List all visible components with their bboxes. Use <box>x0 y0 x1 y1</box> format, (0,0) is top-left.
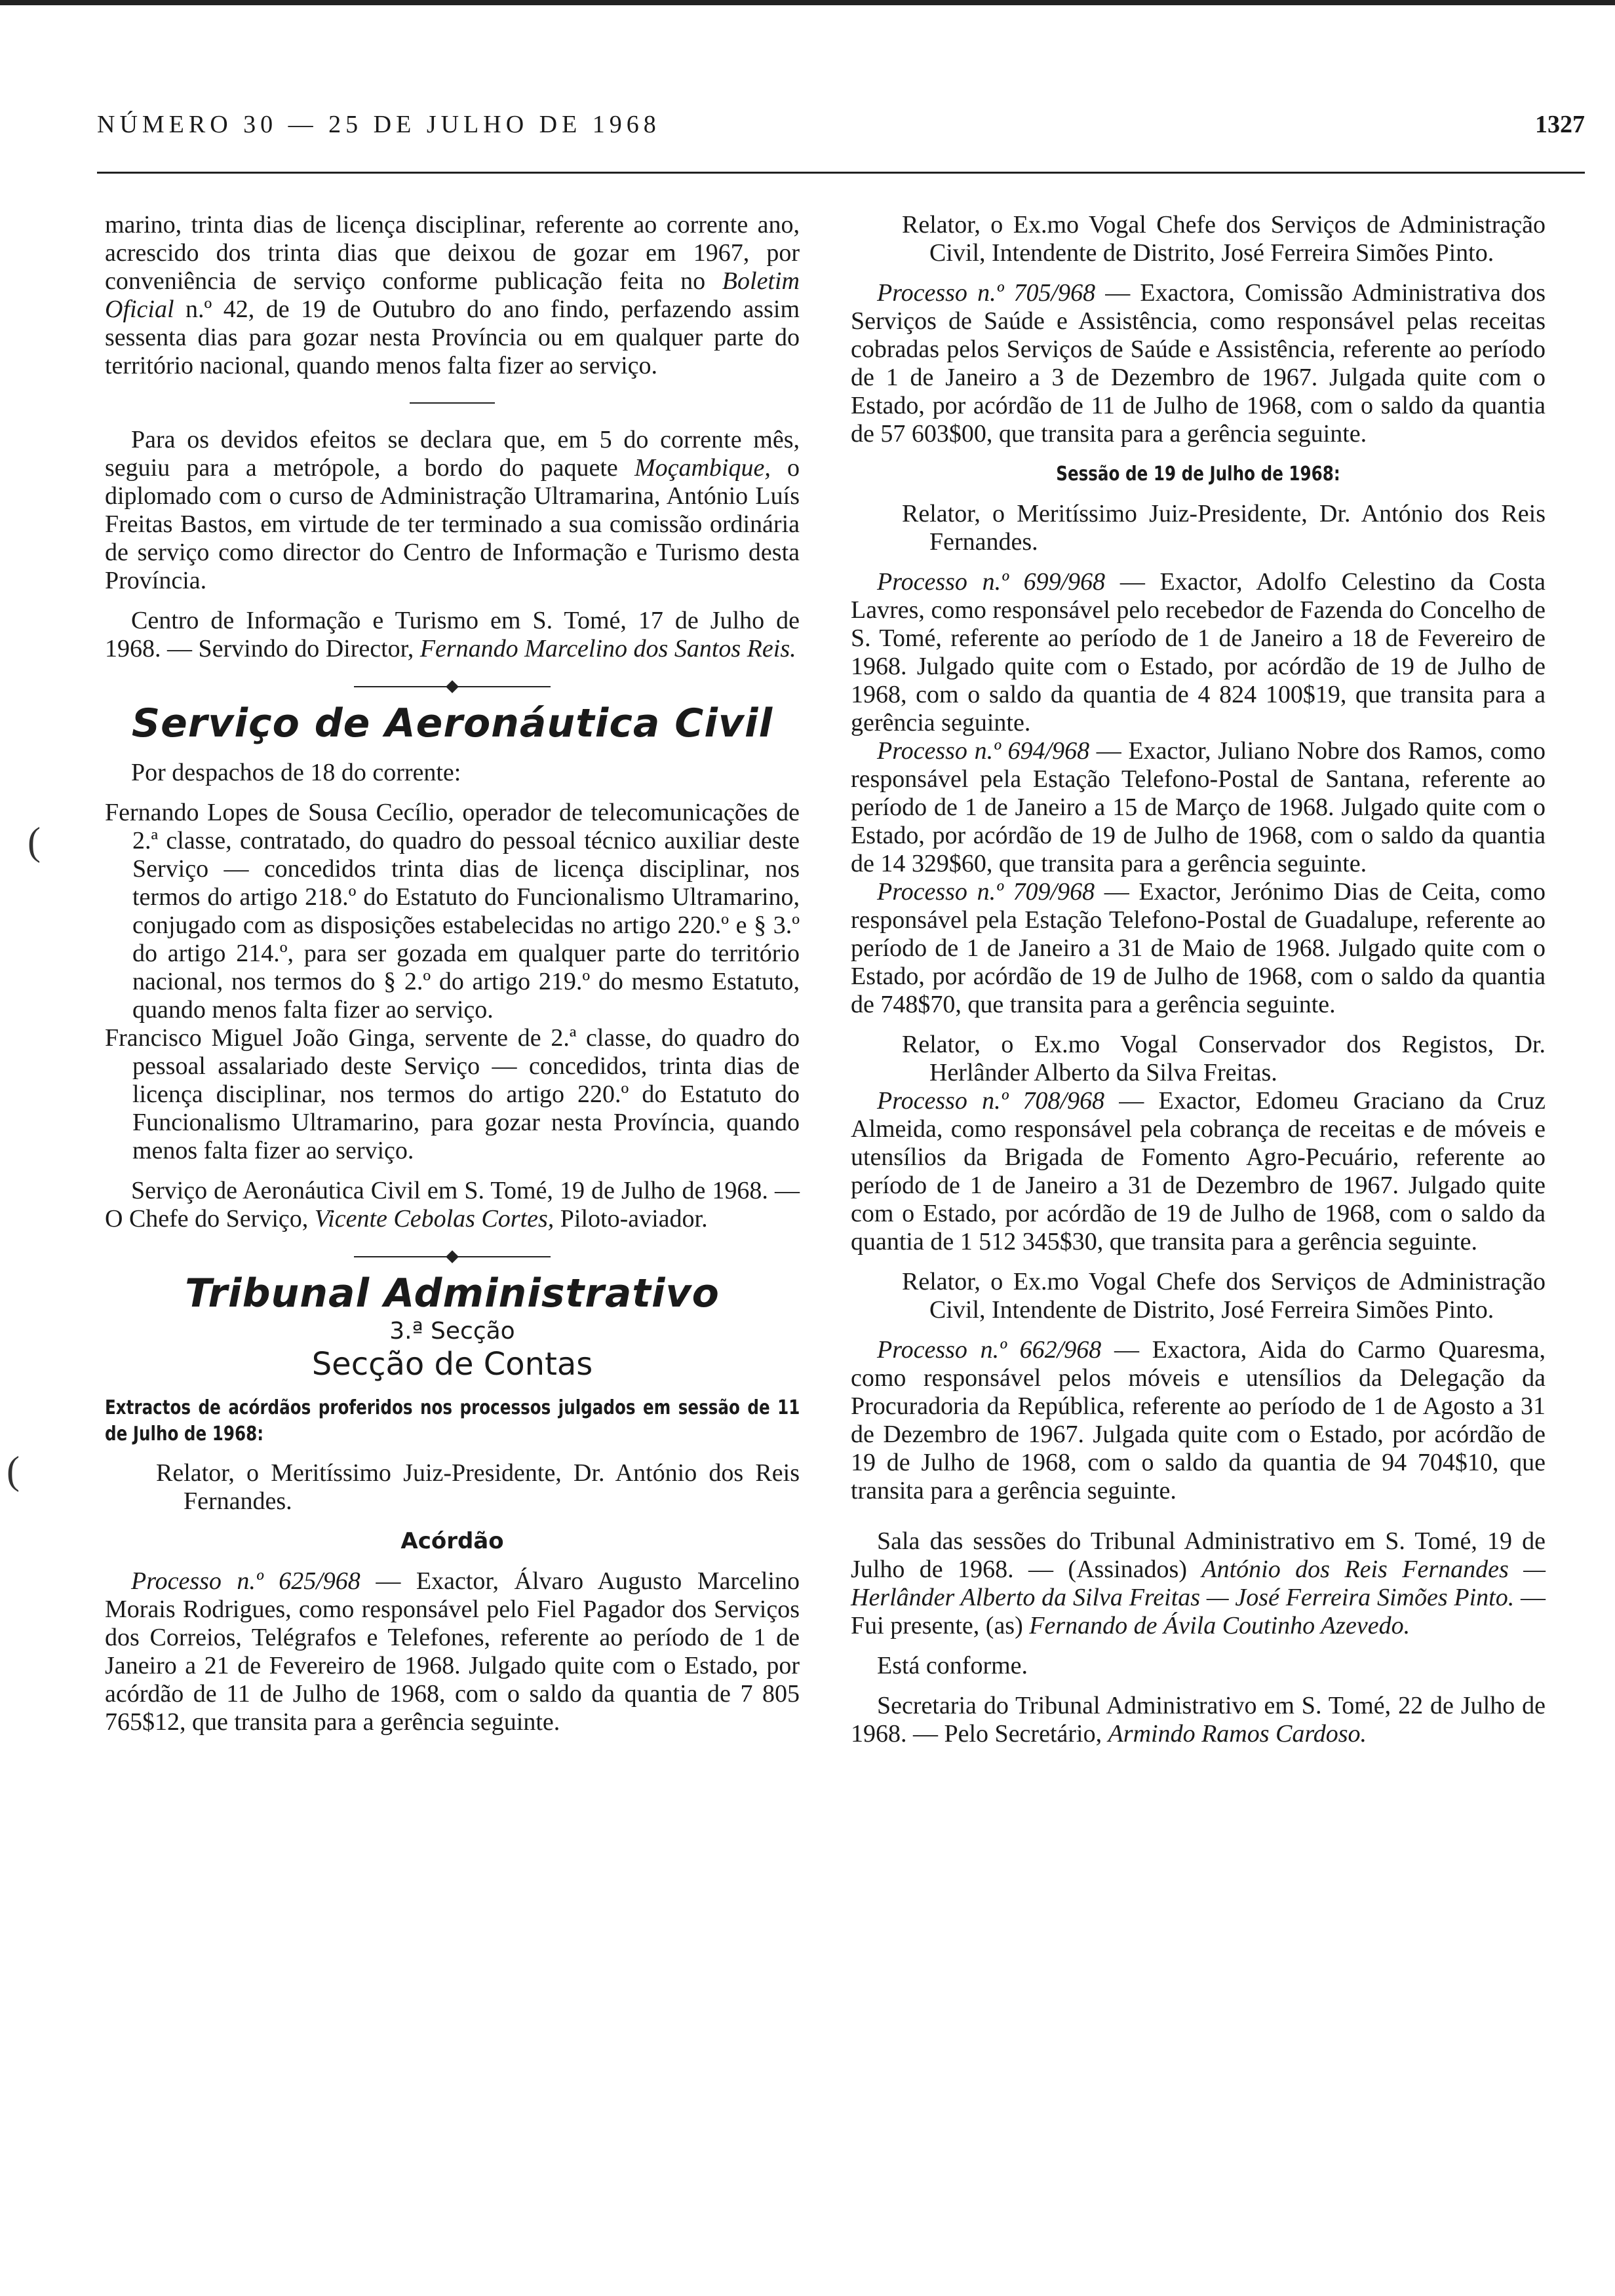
header-rule <box>97 172 1585 174</box>
signature-paragraph: Centro de Informação e Turismo em S. Tomé, 17 de Julho de 1968. — Servindo do Director, Fernando Marcelino dos Santos Reis. <box>105 607 800 662</box>
relator-line: Relator, o Ex.mo Vogal Conservador dos Registos, Dr. Herlânder Alberto da Silva Freitas. <box>902 1031 1546 1086</box>
issue-date-heading: NÚMERO 30 — 25 DE JULHO DE 1968 <box>97 111 661 138</box>
paragraph: Fernando Lopes de Sousa Cecílio, operador de telecomunicações de 2.ª classe, contratado, do quadro do pessoal técnico auxiliar deste Serviço — concedidos trinta dias de licença disciplinar, nos termos do artigo 218.º do Estatuto do Funcionalismo Ultramarino, conjugado com as disposições estabelecidas no artigo 220.º e § 3.º do artigo 214.º, para ser gozada em qualquer parte do território nacional, nos termos do § 2.º do artigo 219.º do mesmo Estatuto, quando menos falta fizer ao serviço. <box>105 799 800 1024</box>
left-column <box>105 211 800 1736</box>
top-border-rule <box>0 0 1615 5</box>
section-subtitle: Secção de Contas <box>311 1346 593 1383</box>
closing-paragraph: Sala das sessões do Tribunal Administrativo em S. Tomé, 19 de Julho de 1968. — (Assinados) António dos Reis Fernandes — Herlânder Alberto da Silva Freitas — José Ferreira Simões Pinto. — Fui presente, (as) Fernando de Ávila Coutinho Azevedo. <box>851 1527 1546 1639</box>
process-entry: Processo n.º 662/968 — Exactora, Aida do Carmo Quaresma, como responsável pelos móveis e utensílios da Delegação da Procuradoria da República, referente ao período de 1 de Agosto a 31 de Dezembro de 1967. Julgada quite com o Estado, por acórdão de 19 de Julho de 1968, com o saldo da quantia de 94 704$10, que transita para a gerência seguinte. <box>851 1336 1546 1504</box>
session-heading: Sessão de 19 de Julho de 1968: <box>1056 463 1340 486</box>
secretary-signature: Secretaria do Tribunal Administrativo em S. Tomé, 22 de Julho de 1968. — Pelo Secretário, Armindo Ramos Cardoso. <box>851 1692 1546 1748</box>
margin-bracket-mark: ( <box>7 1449 20 1492</box>
process-entry: Processo n.º 708/968 — Exactor, Edomeu Graciano da Cruz Almeida, como responsável pela cobrança de receitas e de móveis e utensílios da Brigada de Fomento Agro-Pecuário, referente ao período de 1 de Janeiro a 31 de Dezembro de 1967. Julgado quite com o Estado, por acórdão de 19 de Julho de 1968, com o saldo da quantia de 1 512 345$30, que transita para a gerência seguinte. <box>851 1087 1546 1255</box>
extract-heading: Extractos de acórdãos proferidos nos processos julgados em sessão de 11 de Julho de 1968: <box>105 1396 800 1445</box>
signature-paragraph: Serviço de Aeronáutica Civil em S. Tomé, 19 de Julho de 1968. — O Chefe do Serviço, Vicente Cebolas Cortes, Piloto-aviador. <box>105 1177 800 1233</box>
process-entry: Processo n.º 625/968 — Exactor, Álvaro Augusto Marcelino Morais Rodrigues, como responsável pelo Fiel Pagador dos Serviços dos Correios, Telégrafos e Telefones, referente ao período de 1 de Janeiro a 21 de Fevereiro de 1968. Julgado quite com o Estado, por acórdão de 11 de Julho de 1968, com o saldo da quantia de 7 805 765$12, que transita para a gerência seguinte. <box>105 1567 800 1736</box>
relator-line: Relator, o Ex.mo Vogal Chefe dos Serviços de Administração Civil, Intendente de Distrito, José Ferreira Simões Pinto. <box>902 211 1546 267</box>
section-title: Serviço de Aeronáutica Civil <box>131 700 773 746</box>
page-number: 1327 <box>1535 111 1585 138</box>
ornament-divider <box>354 1255 551 1258</box>
acordao-heading: Acórdão <box>400 1528 504 1554</box>
section-subtitle: 3.ª Secção <box>389 1318 515 1345</box>
paragraph: Por despachos de 18 do corrente: <box>131 759 461 786</box>
page-header <box>97 110 1585 149</box>
process-entry: Processo n.º 705/968 — Exactora, Comissão Administrativa dos Serviços de Saúde e Assistência, como responsável pelas receitas cobradas pelos Serviços de Saúde e Assistência, referente ao período de 1 de Janeiro a 3 de Dezembro de 1967. Julgada quite com o Estado, por acórdão de 11 de Julho de 1968, com o saldo da quantia de 57 603$00, que transita para a gerência seguinte. <box>851 279 1546 448</box>
paragraph: Francisco Miguel João Ginga, servente de 2.ª classe, do quadro do pessoal assalariado deste Serviço — concedidos, trinta dias de licença disciplinar, nos termos do artigo 220.º do Estatuto do Funcionalismo Ultramarino, para gozar nesta Província, quando menos falta fizer ao serviço. <box>105 1024 800 1164</box>
conformity-line: Está conforme. <box>877 1652 1028 1679</box>
relator-line: Relator, o Meritíssimo Juiz-Presidente, Dr. António dos Reis Fernandes. <box>156 1459 800 1515</box>
right-column <box>851 211 1546 1748</box>
margin-bracket-mark: ( <box>28 820 41 863</box>
process-entry: Processo n.º 694/968 — Exactor, Juliano Nobre dos Ramos, como responsável pela Estação Telefono-Postal de Santana, referente ao período de 1 de Janeiro a 15 de Março de 1968. Julgado quite com o Estado, por acórdão de 19 de Julho de 1968, com o saldo da quantia de 14 329$60, que transita para a gerência seguinte. <box>851 737 1546 877</box>
paragraph: marino, trinta dias de licença disciplinar, referente ao corrente ano, acrescido dos trinta dias que deixou de gozar em 1967, por conveniência de serviço conforme publicação feita no Boletim Oficial n.º 42, de 19 de Outubro do ano findo, perfazendo assim sessenta dias para gozar nesta Província ou em qualquer parte do território nacional, quando menos falta fizer ao serviço. <box>105 211 800 379</box>
process-entry: Processo n.º 709/968 — Exactor, Jerónimo Dias de Ceita, como responsável pela Estação Telefono-Postal de Guadalupe, referente ao período de 1 de Janeiro a 31 de Maio de 1968. Julgado quite com o Estado, por acórdão de 19 de Julho de 1968, com o saldo da quantia de 748$70, que transita para a gerência seguinte. <box>851 878 1546 1018</box>
relator-line: Relator, o Meritíssimo Juiz-Presidente, Dr. António dos Reis Fernandes. <box>902 500 1546 556</box>
relator-line: Relator, o Ex.mo Vogal Chefe dos Serviços de Administração Civil, Intendente de Distrito, José Ferreira Simões Pinto. <box>902 1268 1546 1324</box>
process-entry: Processo n.º 699/968 — Exactor, Adolfo Celestino da Costa Lavres, como responsável pelo recebedor de Fazenda do Concelho de S. Tomé, referente ao período de 1 de Janeiro a 18 de Fevereiro de 1968. Julgado quite com o Estado, por acórdão de 19 de Julho de 1968, com o saldo da quantia de 4 824 100$19, que transita para a gerência seguinte. <box>851 568 1546 737</box>
section-title: Tribunal Administrativo <box>185 1271 720 1316</box>
ornament-divider <box>354 685 551 688</box>
paragraph: Para os devidos efeitos se declara que, em 5 do corrente mês, seguiu para a metrópole, a bordo do paquete Moçambique, o diplomado com o curso de Administração Ultramarina, António Luís Freitas Bastos, em virtude de ter terminado a sua comissão ordinária de serviço como director do Centro de Informação e Turismo desta Província. <box>105 426 800 594</box>
